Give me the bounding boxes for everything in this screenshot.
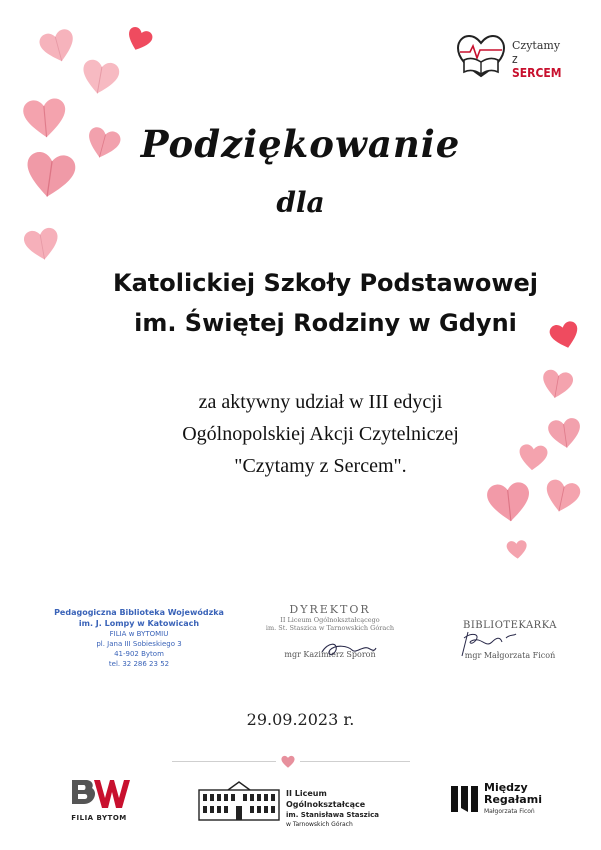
librarian-name: mgr Małgorzata Ficoń <box>464 651 556 660</box>
logo-line-2 <box>512 52 566 80</box>
description-line-3: "Czytamy z Sercem". <box>234 455 407 477</box>
bookshelf-logo-icon <box>450 784 480 814</box>
page-title: Podziękowanie <box>140 122 461 166</box>
divider-left <box>172 761 276 762</box>
heart-icon <box>505 539 529 561</box>
lo-line-3: w Tarnowskich Górach <box>286 821 353 828</box>
miedzy-regalami-logo <box>450 782 560 818</box>
czytamy-z-sercem-logo <box>454 30 566 84</box>
school-name-line-2: im. Świętej Rodziny w Gdyni <box>134 309 517 337</box>
director-line-2: II Liceum Ogólnokształcącego <box>280 616 380 624</box>
library-stamp-line-5: 41-902 Bytom <box>114 650 164 658</box>
lo-text <box>286 788 408 829</box>
description-line-1: za aktywny udział w III edycji <box>198 391 443 413</box>
lo-line-2: im. Stanisława Staszica <box>286 811 380 819</box>
librarian-title: BIBLIOTEKARKA <box>462 620 557 631</box>
library-stamp-line-1: Pedagogiczna Biblioteka Wojewódzka <box>54 608 224 617</box>
library-stamp-line-2: im. J. Lompy w Katowicach <box>78 619 200 628</box>
mr-line-3: Małgorzata Ficoń <box>484 808 535 815</box>
school-name <box>0 263 601 343</box>
bw-caption: FILIA BYTOM <box>71 814 127 822</box>
description-line-2: Ogólnopolskiej Akcji Czytelniczej <box>182 423 459 445</box>
dla-label: dla <box>276 186 325 219</box>
library-stamp-line-6: tel. 32 286 23 52 <box>108 660 170 668</box>
heart-book-icon <box>454 32 508 80</box>
director-title: DYREKTOR <box>289 603 371 616</box>
divider-heart-icon <box>281 754 295 768</box>
lo-staszic-logo <box>198 780 408 828</box>
library-stamp-line-4: pl. Jana III Sobieskiego 3 <box>96 640 182 648</box>
filia-bytom-logo <box>66 778 132 826</box>
school-name-line-1: Katolickiej Szkoły Podstawowej <box>113 269 538 297</box>
heart-icon <box>21 225 62 265</box>
library-stamp <box>54 607 224 669</box>
lo-line-1: II Liceum Ogólnokształcące <box>286 789 366 809</box>
mr-line-1: Między <box>484 781 528 794</box>
heart-icon <box>484 480 534 527</box>
logo-line-2-accent: SERCEM <box>512 66 562 80</box>
director-signature <box>318 636 378 662</box>
bw-logo-icon <box>70 778 130 812</box>
logo-line-2-prefix: z <box>512 52 518 66</box>
school-building-icon <box>198 780 280 822</box>
date-label: 29.09.2023 r. <box>246 710 355 729</box>
mr-line-2: Regałami <box>484 793 542 806</box>
heart-icon <box>77 57 123 99</box>
description <box>0 386 601 482</box>
heart-icon <box>36 26 80 68</box>
logo-line-1: Czytamy <box>512 39 561 52</box>
librarian-signature <box>456 628 518 658</box>
heart-icon <box>123 24 156 55</box>
divider-right <box>300 761 410 762</box>
mr-title <box>484 782 542 806</box>
director-line-3: im. St. Staszica w Tarnowskich Górach <box>265 624 395 632</box>
director-name: mgr Kazimierz Sporoń <box>284 650 376 659</box>
library-stamp-line-3: FILIA w BYTOMIU <box>109 630 169 638</box>
heart-icon <box>541 477 583 518</box>
